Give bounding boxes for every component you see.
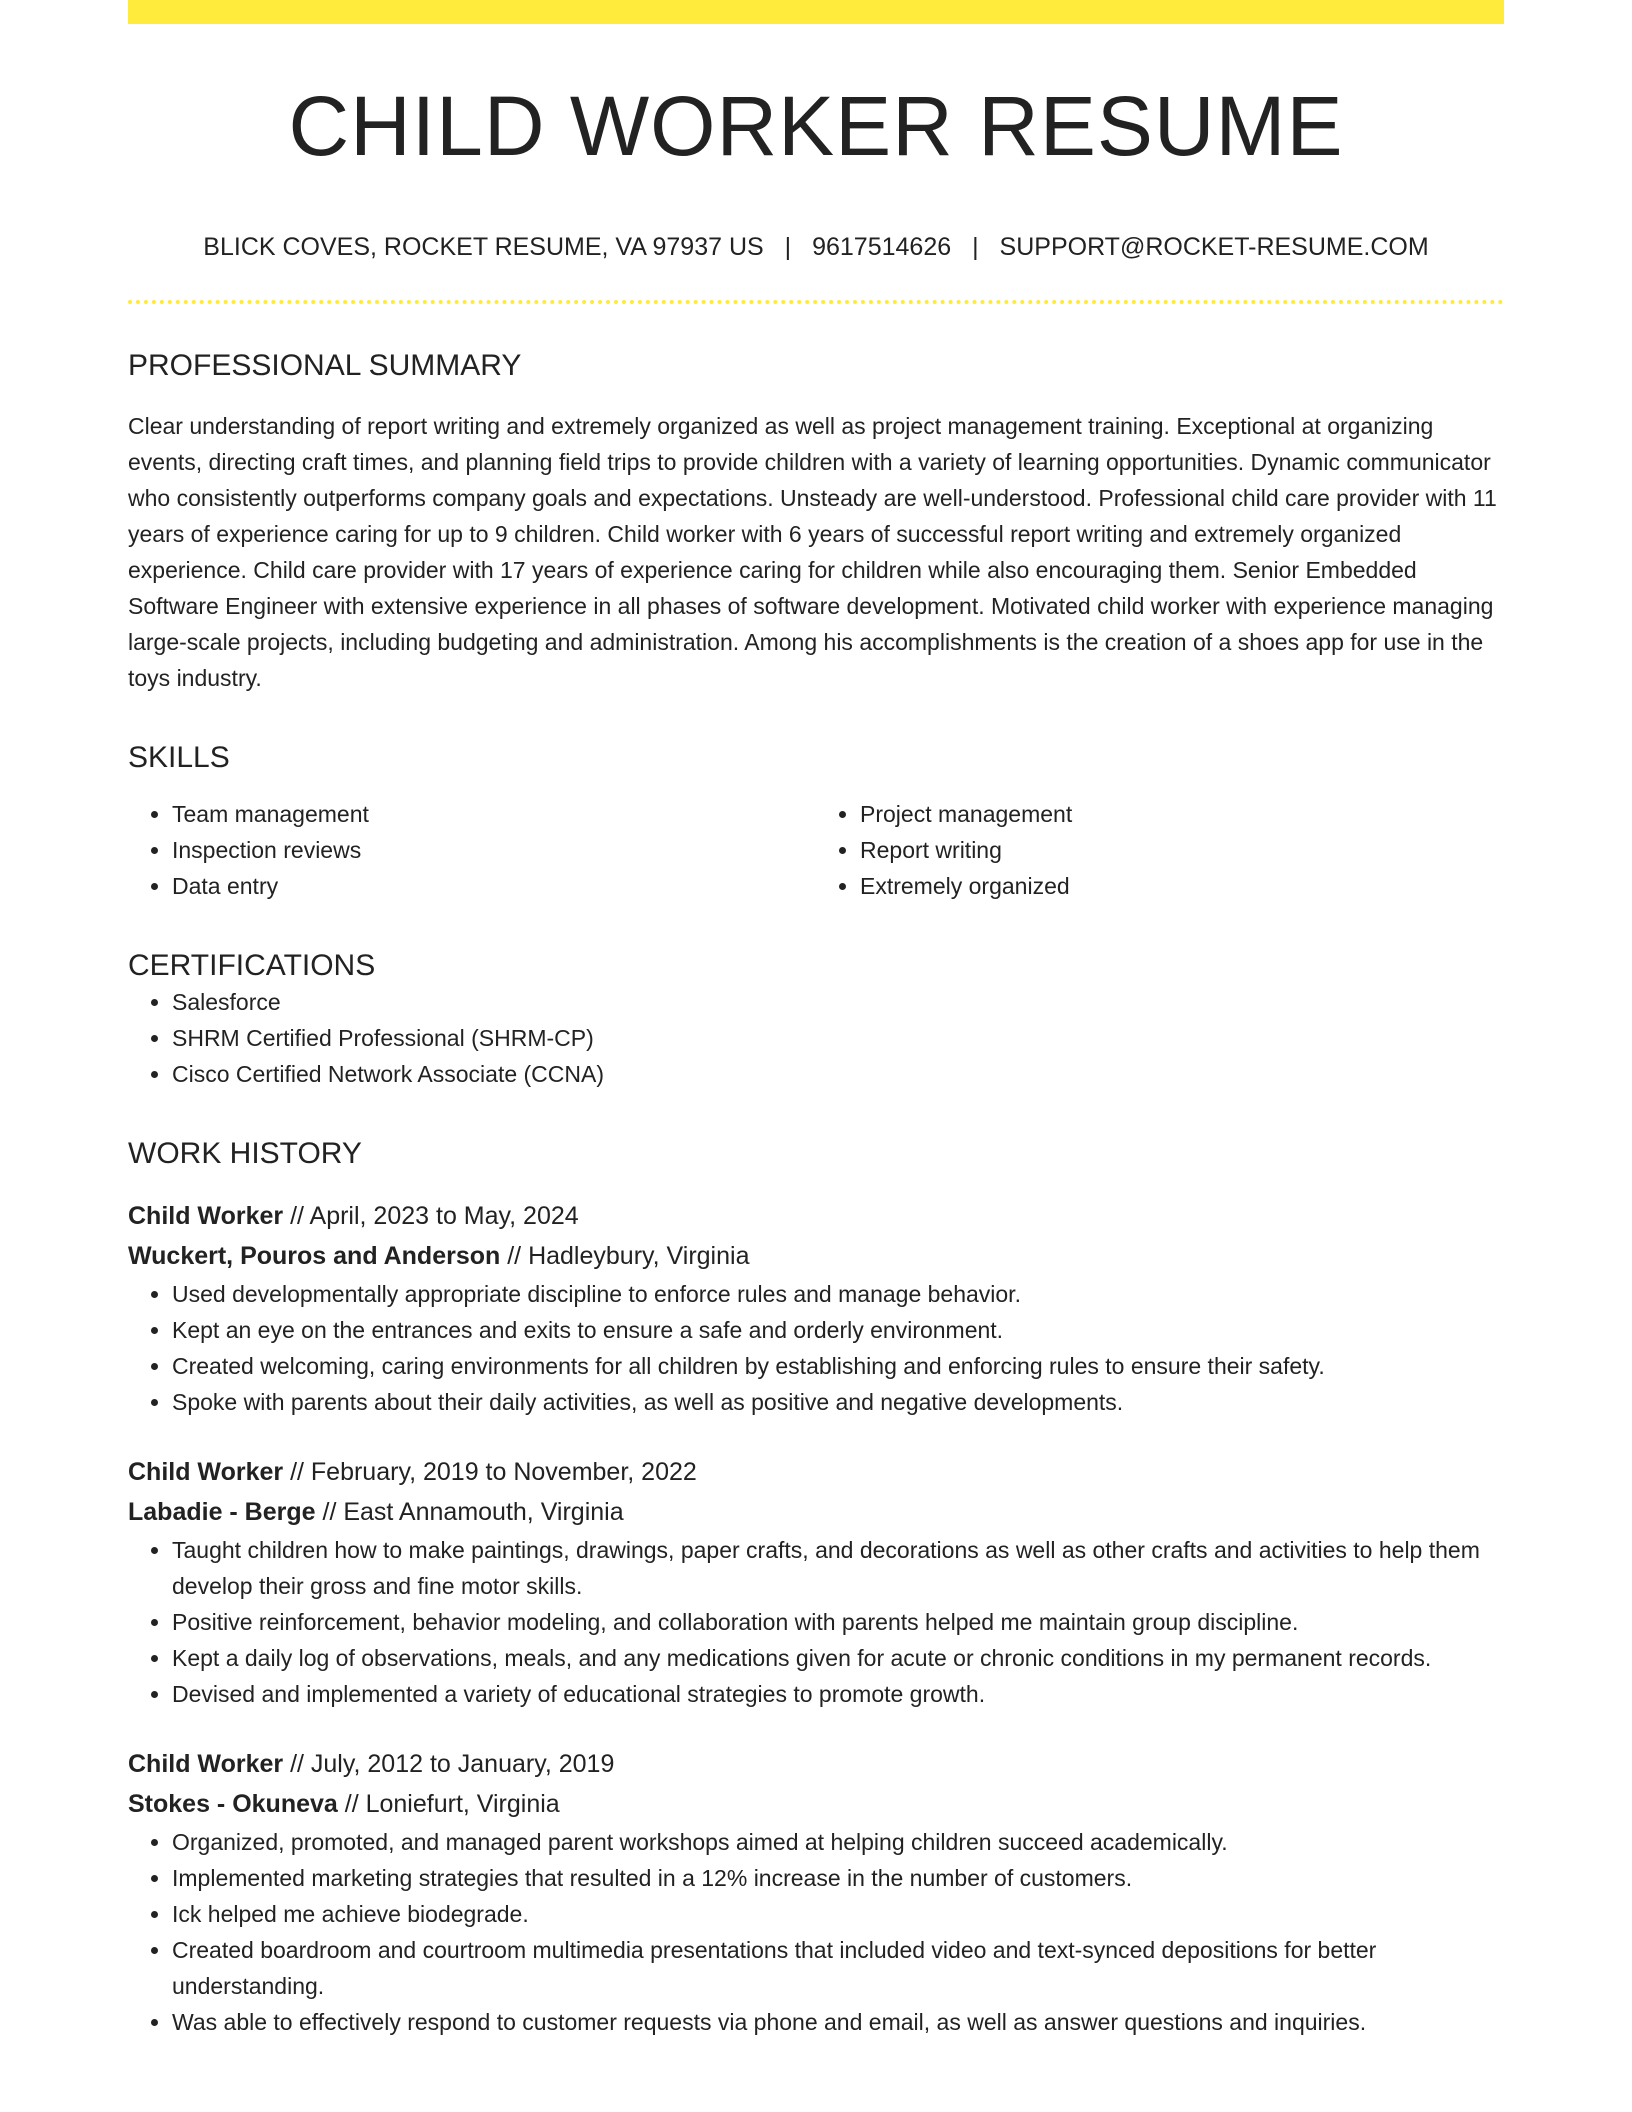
certification-item: • Cisco Certified Network Associate (CCNA) [172, 1056, 1504, 1092]
job-role-line [128, 1452, 1504, 1492]
skill-item: • Report writing [860, 832, 1504, 868]
skill-item: • Data entry [172, 868, 816, 904]
certifications-list [128, 984, 1504, 1092]
job-bullet: • Kept an eye on the entrances and exits to ensure a safe and orderly environment. [172, 1312, 1504, 1348]
job-location: // Loniefurt, Virginia [337, 1790, 560, 1819]
job-employer-line [128, 1492, 1504, 1532]
job-employer-line [128, 1236, 1504, 1276]
job-bullet: • Spoke with parents about their daily activities, as well as positive and negative developments. [172, 1384, 1504, 1420]
summary-section [128, 348, 1504, 696]
skills-section [128, 740, 1504, 904]
job-employer-line [128, 1784, 1504, 1824]
skills-title: SKILLS [128, 741, 230, 775]
job-bullet: • Kept a daily log of observations, meals, and any medications given for acute or chronic conditions in my permanent records. [172, 1640, 1504, 1676]
job-bullet: • Created boardroom and courtroom multimedia presentations that included video and text-synced depositions for better understanding. [172, 1932, 1504, 2004]
job-dates: // April, 2023 to May, 2024 [283, 1202, 579, 1231]
job-employer: Stokes - Okuneva [128, 1790, 338, 1819]
job-bullets [128, 1276, 1504, 1420]
job-bullets [128, 1824, 1504, 2040]
job-bullet: • Organized, promoted, and managed parent workshops aimed at helping children succeed academically. [172, 1824, 1504, 1860]
contact-separator: | [972, 233, 979, 262]
job-bullet: • Ick helped me achieve biodegrade. [172, 1896, 1504, 1932]
job-role: Child Worker [128, 1750, 284, 1779]
skill-item: • Extremely organized [860, 868, 1504, 904]
job-entry [128, 1744, 1504, 2040]
certifications-section [128, 948, 1504, 1092]
job-role-line [128, 1744, 1504, 1784]
job-employer: Wuckert, Pouros and Anderson [128, 1242, 501, 1271]
job-location: // East Annamouth, Virginia [315, 1498, 624, 1527]
skill-item: • Team management [172, 796, 816, 832]
job-entry [128, 1452, 1504, 1712]
top-accent-bar [128, 0, 1504, 24]
job-bullet: • Taught children how to make paintings, drawings, paper crafts, and decorations as well as other crafts and activities to help them develop their gross and fine motor skills. [172, 1532, 1504, 1604]
contact-address: BLICK COVES, ROCKET RESUME, VA 97937 US [203, 233, 764, 262]
certification-item: • Salesforce [172, 984, 1504, 1020]
job-bullet: • Devised and implemented a variety of educational strategies to promote growth. [172, 1676, 1504, 1712]
skill-item: • Project management [860, 796, 1504, 832]
job-role: Child Worker [128, 1458, 284, 1487]
job-dates: // February, 2019 to November, 2022 [283, 1458, 697, 1487]
work-history-section [128, 1136, 1504, 2040]
job-bullet: • Implemented marketing strategies that resulted in a 12% increase in the number of customers. [172, 1860, 1504, 1896]
job-bullet: • Used developmentally appropriate discipline to enforce rules and manage behavior. [172, 1276, 1504, 1312]
certification-item: • SHRM Certified Professional (SHRM-CP) [172, 1020, 1504, 1056]
job-role: Child Worker [128, 1202, 284, 1231]
job-employer: Labadie - Berge [128, 1498, 316, 1527]
contact-separator: | [784, 233, 792, 262]
contact-email: SUPPORT@ROCKET-RESUME.COM [999, 233, 1429, 262]
job-bullet: • Created welcoming, caring environments for all children by establishing and enforcing rules to ensure their safety. [172, 1348, 1504, 1384]
work-history-title: WORK HISTORY [128, 1137, 362, 1171]
skills-list-left [128, 796, 816, 904]
contact-line [128, 232, 1504, 262]
skill-item: • Inspection reviews [172, 832, 816, 868]
summary-text: Clear understanding of report writing and extremely organized as well as project management training. Exceptional at organizing events, directing craft times, and planning field trips to provide children with a variety of learning opportunities. Dynamic communicator who consistently outperforms company goals and expectations. Unsteady are well-understood. Professional child care provider with 11 years of experience caring for up to 9 children. Child worker with 6 years of successful report writing and extremely organized experience. Child care provider with 17 years of experience caring for children while also encouraging them. Senior Embedded Software Engineer with extensive experience in all phases of software development. Motivated child worker with experience managing large-scale projects, including budgeting and administration. Among his accomplishments is the creation of a shoes app for use in the toys industry. [128, 413, 1497, 692]
job-dates: // July, 2012 to January, 2019 [283, 1750, 615, 1779]
job-role-line [128, 1196, 1504, 1236]
job-bullets [128, 1532, 1504, 1712]
resume-name: CHILD WORKER RESUME [288, 79, 1344, 173]
job-entry [128, 1196, 1504, 1420]
contact-phone: 9617514626 [812, 233, 952, 262]
job-bullet: • Positive reinforcement, behavior modeling, and collaboration with parents helped me maintain group discipline. [172, 1604, 1504, 1640]
skills-grid [128, 796, 1504, 904]
certifications-title: CERTIFICATIONS [128, 949, 376, 983]
job-bullet: • Was able to effectively respond to customer requests via phone and email, as well as answer questions and inquiries. [172, 2004, 1504, 2040]
header-divider [128, 300, 1504, 304]
summary-title: PROFESSIONAL SUMMARY [128, 349, 522, 383]
job-location: // Hadleybury, Virginia [500, 1242, 750, 1271]
resume-page [128, 0, 1504, 2040]
skills-list-right [816, 796, 1504, 904]
